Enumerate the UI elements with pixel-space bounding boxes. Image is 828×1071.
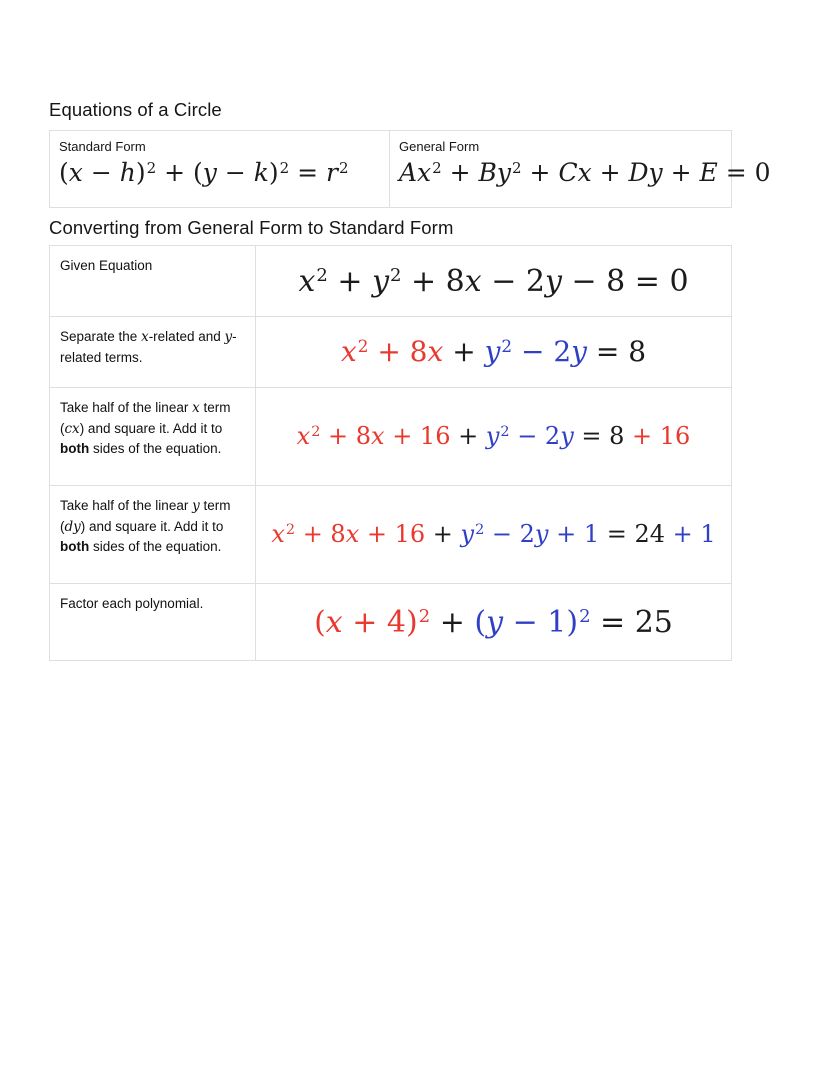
equation-segment: = 8 [573, 422, 625, 451]
step-label: Factor each polynomial. [50, 584, 256, 660]
step-label: Separate the x-related and y-related terms. [50, 317, 256, 387]
equation-segment: $x^2 + 8x + 16$ [296, 422, 451, 451]
equation-segment: = 8 [586, 335, 647, 369]
equation-segment: $x^2 + y^2 + 8x - 2y - 8 = 0$ [298, 263, 689, 299]
step-equation [297, 421, 691, 452]
equation-segment: $y^2 - 2y$ [485, 422, 574, 451]
step-equation [341, 334, 646, 370]
general-form-cell [389, 131, 771, 207]
document-content [49, 99, 771, 661]
equation-segment: + 16 [624, 422, 691, 451]
equation-segment: $(y - 1)^2$ [474, 604, 591, 640]
equation-cell [256, 584, 731, 660]
step-equation [271, 519, 715, 550]
equation-segment: = 24 [599, 520, 665, 549]
equation-cell [256, 317, 731, 387]
section-title-converting: Converting from General Form to Standard Form [49, 217, 454, 239]
equation-segment: $x^2 + 8x$ [340, 335, 444, 369]
equation-segment: $(x - h)^2 + (y - k)^2 = r^2$ [59, 158, 349, 188]
step-equation [314, 603, 673, 642]
step-row-complete-square-x [50, 387, 731, 485]
section-title-circle-forms: Equations of a Circle [49, 99, 222, 120]
equation-cell [256, 246, 731, 316]
equation-segment: $y^2 - 2y + 1$ [460, 520, 600, 549]
standard-form-cell [50, 131, 389, 207]
step-equation [298, 262, 688, 301]
step-row-separate-terms [50, 316, 731, 387]
equation-segment: + [425, 520, 461, 549]
equation-segment: + 1 [665, 520, 716, 549]
conversion-steps-table [49, 245, 732, 661]
standard-form-equation [59, 157, 380, 190]
equation-cell [256, 388, 731, 485]
general-form-label: General Form [399, 139, 480, 155]
equation-segment: + [443, 335, 485, 369]
equation-segment: $(x + 4)^2$ [314, 604, 431, 640]
step-label: Take half of the linear x term (cx) and square it. Add it to both sides of the equation. [50, 388, 256, 485]
general-form-equation [399, 157, 771, 190]
equation-segment: $x^2 + 8x + 16$ [271, 520, 426, 549]
step-row-complete-square-y [50, 485, 731, 583]
equation-segment: $Ax^2 + By^2 + Cx + Dy + E = 0$ [399, 158, 771, 188]
step-label: Given Equation [50, 246, 256, 316]
equation-segment: $y^2 - 2y$ [484, 335, 587, 369]
equation-segment: + [430, 604, 475, 640]
circle-forms-table [49, 130, 771, 208]
standard-form-label: Standard Form [59, 139, 146, 155]
equation-cell [256, 486, 731, 583]
step-row-factor [50, 583, 731, 660]
step-row-given-equation [50, 246, 731, 316]
equation-segment: + [450, 422, 486, 451]
step-label: Take half of the linear y term (dy) and square it. Add it to both sides of the equation. [50, 486, 256, 583]
equation-segment: = 25 [590, 604, 673, 640]
